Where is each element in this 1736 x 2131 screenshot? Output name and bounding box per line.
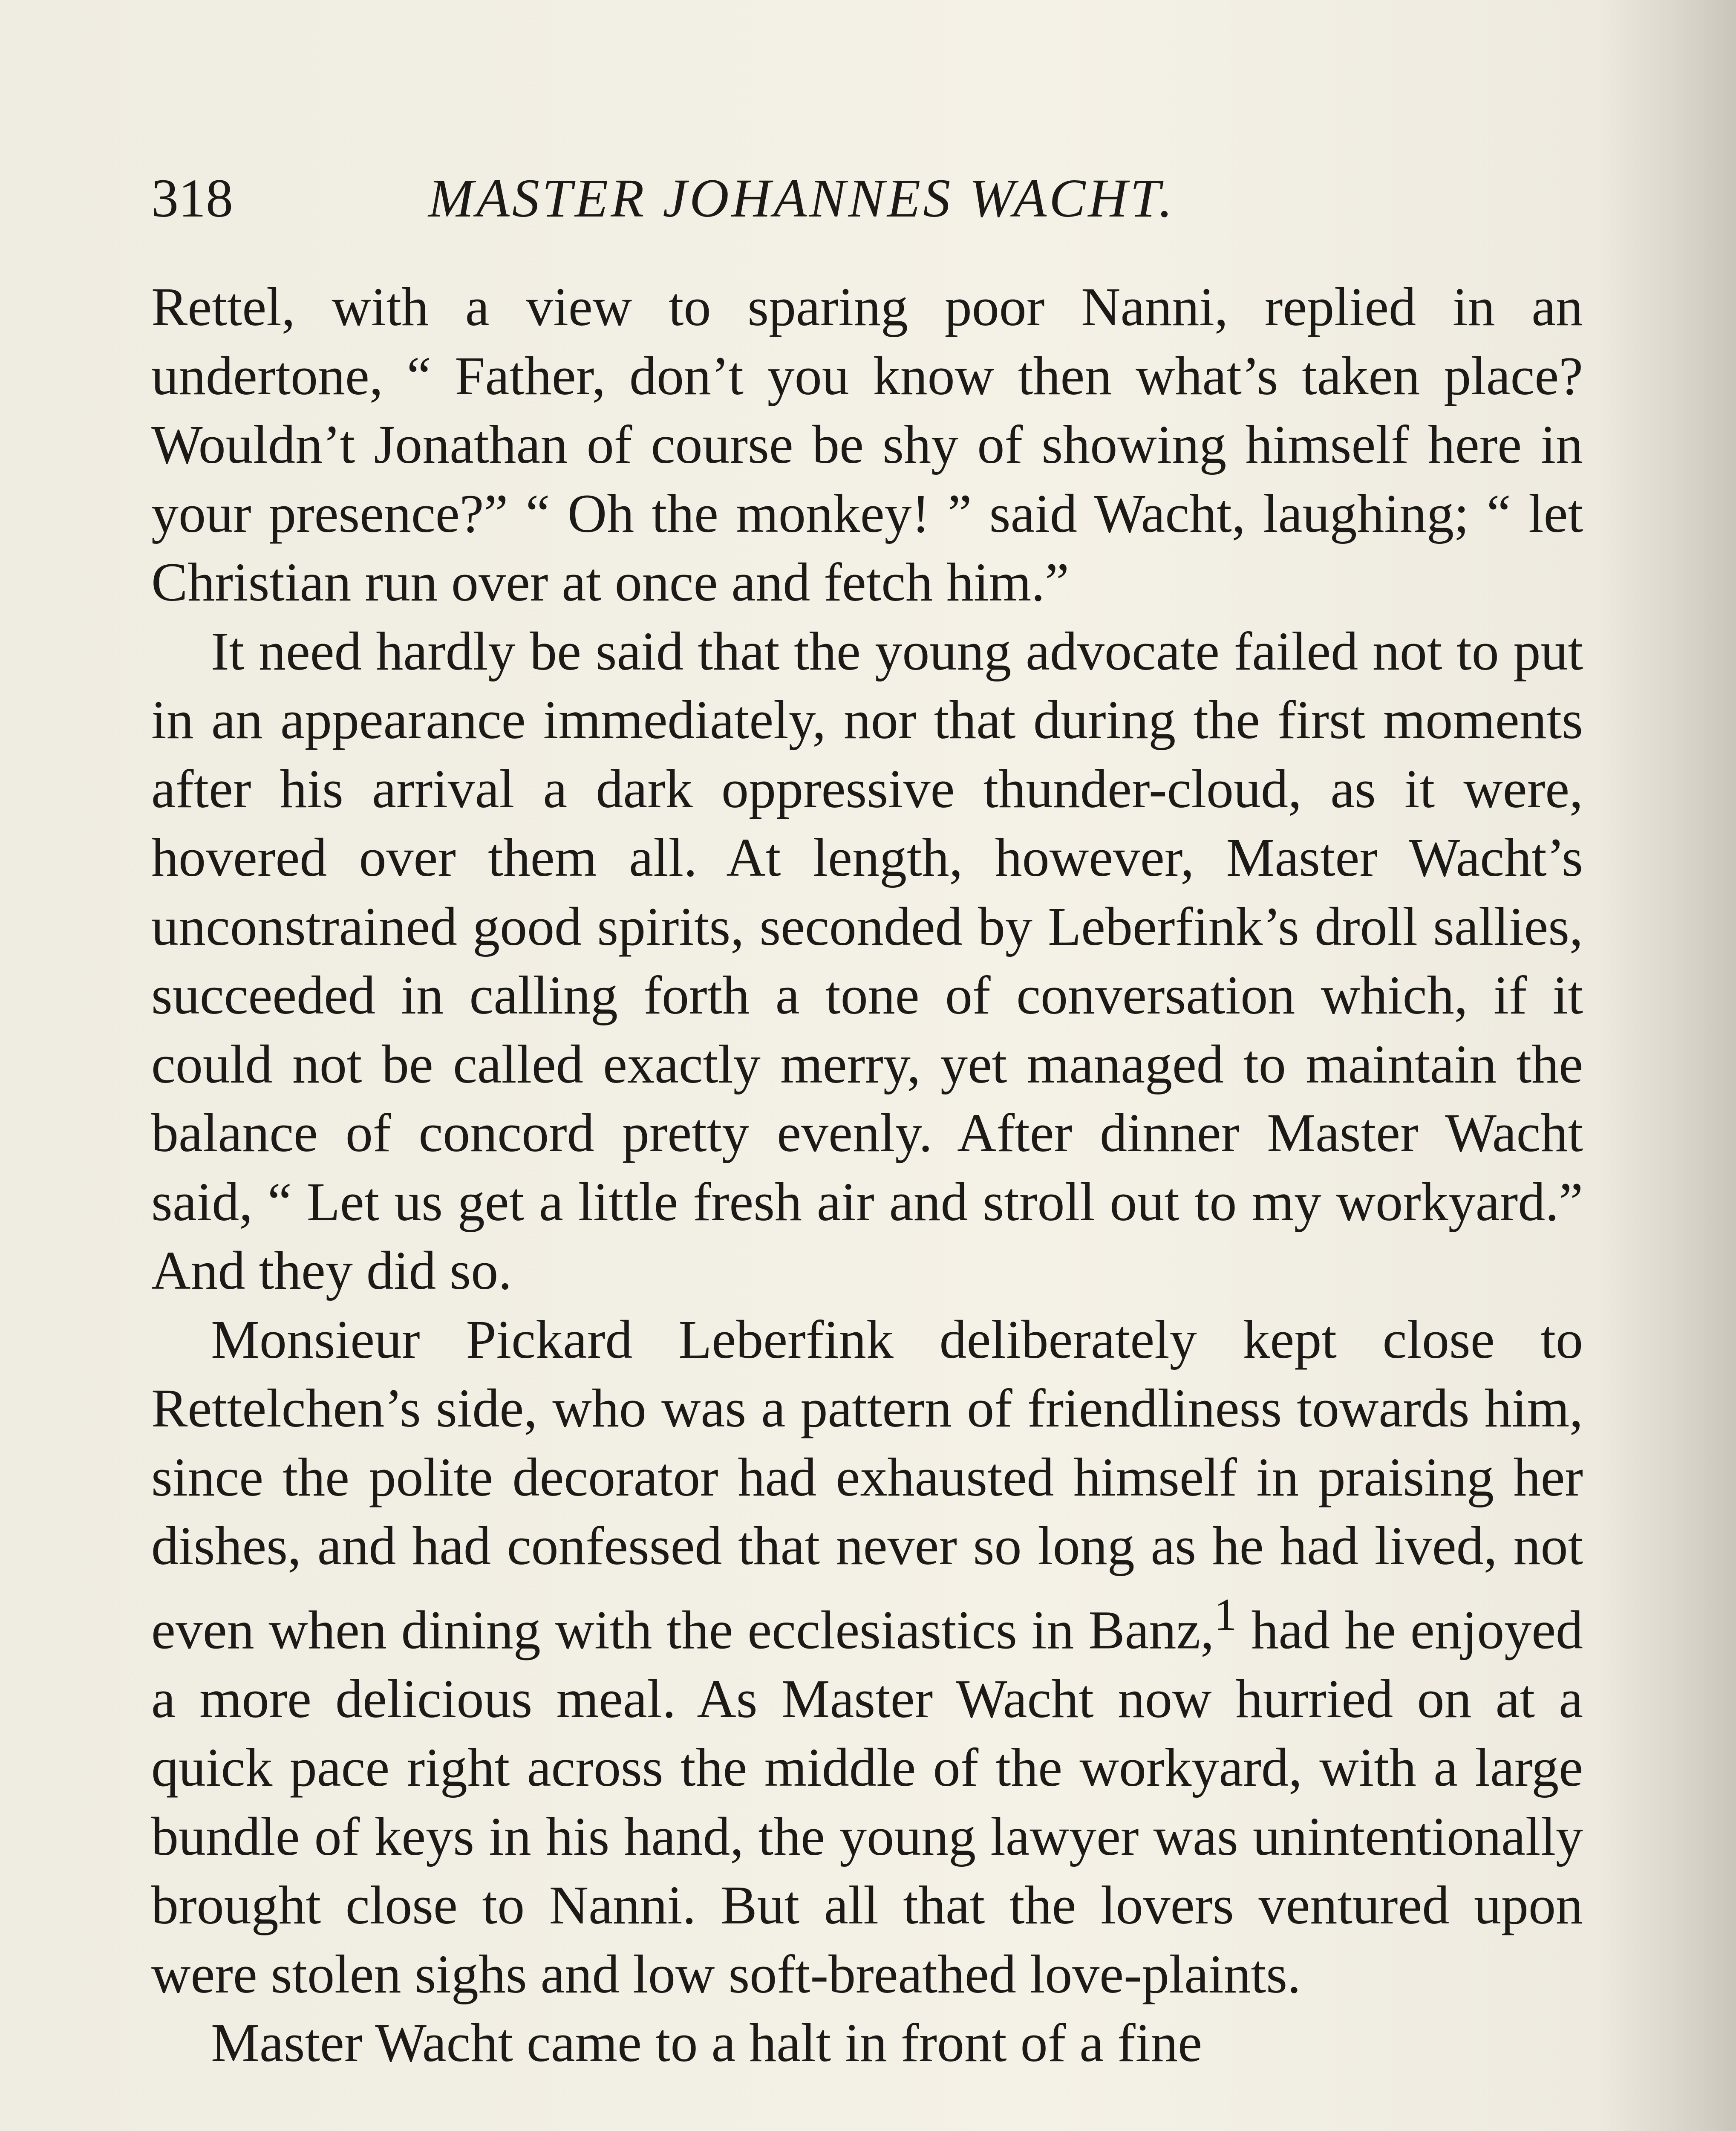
paragraph-3-part-1: Monsieur Pickard Leberfink deliberately kept close to Rettelchen’s side, who was a pattern of friendliness towards him, since the polite decorator had exhausted himself in praising her dishes, and had confessed that never so long as he had lived, not even when dining with the ecclesiastics in Banz,	[151, 1309, 1583, 1660]
page-header	[151, 164, 1583, 232]
footnote-reference[interactable]: 1	[1214, 1589, 1237, 1640]
page-number: 318	[151, 168, 233, 228]
paragraph-3	[151, 1305, 1583, 2009]
running-title: MASTER JOHANNES WACHT.	[428, 168, 1175, 228]
body-text	[151, 273, 1583, 2078]
paragraph-3-part-2: had he enjoyed a more delicious meal. As Master Wacht now hurried on at a quick pace right across the middle of the workyard, with a large bundle of keys in his hand, the young lawyer was unintentionally brought close to Nanni. But all that the lovers ventured upon were stolen sighs and low soft-breathed love-plaints.	[151, 1600, 1583, 2004]
paragraph-2: It need hardly be said that the young advocate failed not to put in an appearance immediately, nor that during the first moments after his arrival a dark oppressive thunder-cloud, as it were, hovered over them all. At length, however, Master Wacht’s unconstrained good spirits, seconded by Leberfink’s droll sallies, succeeded in calling forth a tone of conversation which, if it could not be called exactly merry, yet managed to maintain the balance of concord pretty evenly. After dinner Master Wacht said, “ Let us get a little fresh air and stroll out to my workyard.” And they did so.	[151, 621, 1583, 1301]
paragraph-4: Master Wacht came to a halt in front of a fine	[211, 2013, 1202, 2073]
paragraph-1: Rettel, with a view to sparing poor Nanni, replied in an undertone, “ Father, don’t you know then what’s taken place? Wouldn’t Jonathan of course be shy of showing himself here in your presence?” “ Oh the monkey! ” said Wacht, laughing; “ let Christian run over at once and fetch him.”	[151, 277, 1583, 612]
